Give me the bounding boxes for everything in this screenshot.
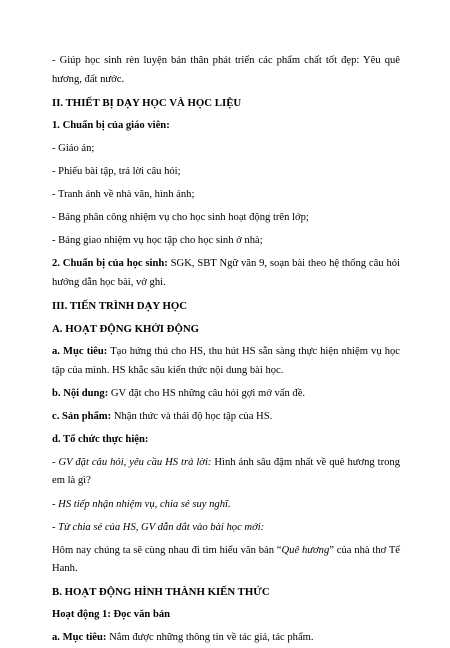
warmup-share: - Từ chia sẻ của HS, GV dẫn dắt vào bài học mới: xyxy=(52,521,265,533)
poem-title: Quê hương xyxy=(281,544,330,556)
warmup-content xyxy=(52,385,400,404)
warmup-receive: - HS tiếp nhận nhiệm vụ, chia sẻ suy nghĩ. xyxy=(52,498,231,510)
section-heading-equipment: II. THIẾT BỊ DẠY HỌC VÀ HỌC LIỆU xyxy=(52,96,242,109)
activity1-heading: Hoạt động 1: Đọc văn bản xyxy=(52,609,171,621)
teacher-item-home-tasks: - Bảng giao nhiệm vụ học tập cho học sinh ở nhà; xyxy=(52,235,263,247)
activity1-goal-label: a. Mục tiêu: xyxy=(52,632,107,644)
warmup-goal-label: a. Mục tiêu: xyxy=(52,346,108,358)
activity1-goal-text: Nắm được những thông tin về tác giả, tác phẩm. xyxy=(106,632,314,644)
paragraph-qualities: - Giúp học sinh rèn luyện bản thân phát triển các phẩm chất tốt đẹp: Yêu quê hương, đất nước. xyxy=(52,55,400,85)
teacher-item-lesson-plan: - Giáo án; xyxy=(52,142,95,154)
warmup-product-text: Nhận thức và thái độ học tập của HS. xyxy=(111,410,273,422)
warmup-task-instruction: - GV đặt câu hỏi, yêu cầu HS trả lời: xyxy=(52,456,212,468)
warmup-intro-pre: Hôm nay chúng ta sẽ cùng nhau đi tìm hiểu văn bản “ xyxy=(52,544,282,556)
activity-heading-warmup: A. HOẠT ĐỘNG KHỞI ĐỘNG xyxy=(52,322,200,335)
warmup-task xyxy=(52,454,400,491)
student-prep-label: 2. Chuẩn bị của học sinh: xyxy=(52,258,168,270)
warmup-intro xyxy=(52,542,400,579)
warmup-product xyxy=(52,408,400,427)
warmup-intro-post: ” của nhà thơ Tế Hanh. xyxy=(52,544,400,575)
student-prep-paragraph xyxy=(52,255,400,292)
warmup-task-question: Hình ảnh sâu đậm nhất về quê hương trong em là gì? xyxy=(52,456,400,487)
subheading-teacher-prep: 1. Chuẩn bị của giáo viên: xyxy=(52,119,170,131)
warmup-goal-text: Tạo hứng thú cho HS, thu hút HS sẵn sàng thực hiện nhiệm vụ học tập của mình. HS khắc sâu kiến thức nội dung bài học. xyxy=(52,346,400,376)
teacher-item-pictures: - Tranh ảnh về nhà văn, hình ảnh; xyxy=(52,188,195,200)
warmup-goal xyxy=(52,343,400,380)
warmup-product-label: c. Sản phẩm: xyxy=(52,410,112,422)
student-prep-text: SGK, SBT Ngữ văn 9, soạn bài theo hệ thống câu hỏi hướng dẫn học bài, vở ghi. xyxy=(52,258,400,288)
warmup-content-label: b. Nội dung: xyxy=(52,387,109,399)
warmup-organization-label: d. Tổ chức thực hiện: xyxy=(52,433,149,445)
activity-heading-knowledge: B. HOẠT ĐỘNG HÌNH THÀNH KIẾN THỨC xyxy=(52,586,270,599)
teacher-item-worksheet: - Phiếu bài tập, trả lời câu hỏi; xyxy=(52,165,181,177)
teacher-item-class-tasks: - Bảng phân công nhiệm vụ cho học sinh hoạt động trên lớp; xyxy=(52,212,309,224)
section-heading-process: III. TIẾN TRÌNH DẠY HỌC xyxy=(52,299,188,312)
warmup-content-text: GV đặt cho HS những câu hỏi gợi mở vấn đề. xyxy=(108,387,306,399)
activity1-goal xyxy=(52,629,400,648)
